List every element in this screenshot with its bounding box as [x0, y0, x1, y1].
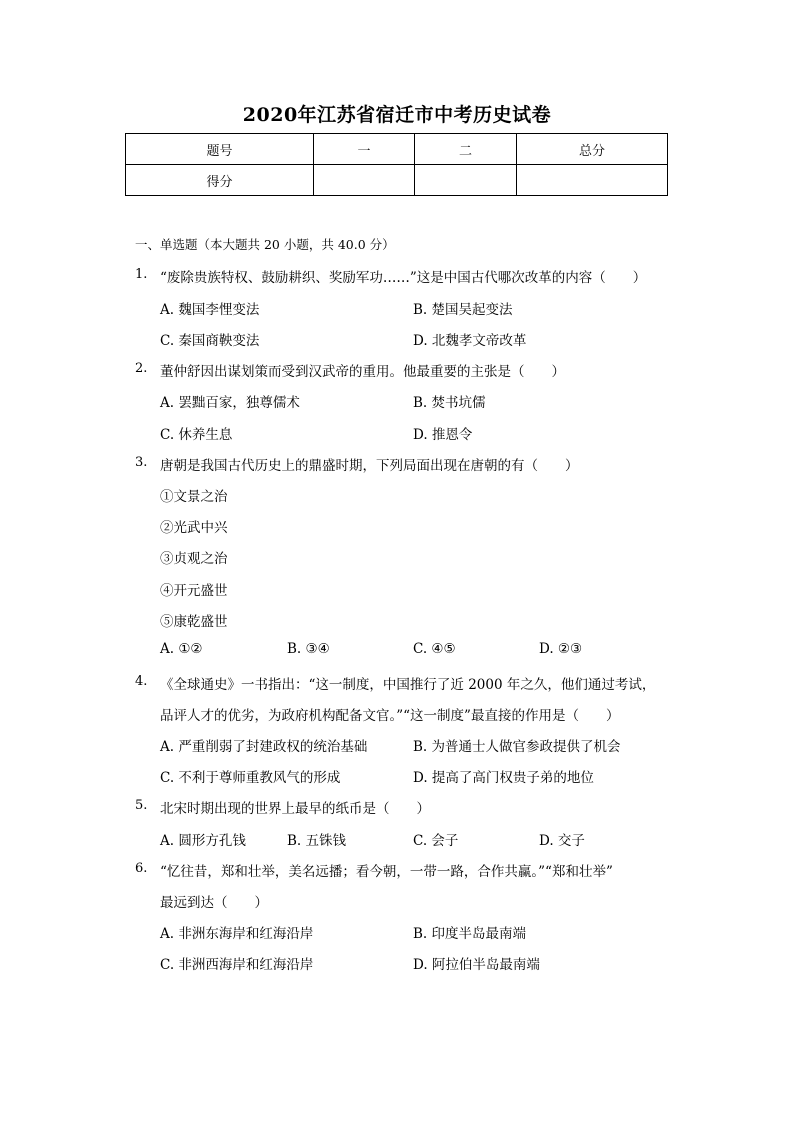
option-c[interactable]: C. 会子	[413, 833, 459, 849]
question-stem: 董仲舒因出谋划策而受到汉武帝的重用。他最重要的主张是（ ）	[160, 364, 565, 380]
option-d[interactable]: D. 提高了高门权贵子弟的地位	[413, 770, 594, 786]
score-cell[interactable]	[517, 165, 668, 196]
option-b[interactable]: B. 为普通士人做官参政提供了机会	[413, 739, 621, 755]
option-a[interactable]: A. ①②	[160, 641, 203, 657]
question-stem: 北宋时期出现的世界上最早的纸币是（ ）	[160, 801, 430, 817]
option-b[interactable]: B. 印度半岛最南端	[413, 926, 527, 942]
option-c[interactable]: C. 秦国商鞅变法	[160, 333, 260, 349]
section-heading-text: 一、单选题（本大题共 20 小题，共 40.0 分）	[135, 237, 395, 252]
score-header-cell: 题号	[126, 134, 314, 165]
option-c[interactable]: C. ④⑤	[413, 641, 456, 657]
option-a[interactable]: A. 非洲东海岸和红海沿岸	[160, 926, 314, 942]
question-number: 4.	[135, 674, 148, 689]
option-c[interactable]: C. 休养生息	[160, 427, 233, 443]
option-d[interactable]: D. ②③	[539, 641, 583, 657]
option-c[interactable]: C. 不利于尊师重教风气的形成	[160, 770, 341, 786]
score-header-cell: 二	[415, 134, 517, 165]
question-stem-line-2: 品评人才的优劣，为政府机构配备文官。”“这一制度”最直接的作用是（ ）	[160, 708, 620, 724]
score-row-label: 得分	[126, 165, 314, 196]
question-stem-line-1: 《全球通史》一书指出：“这一制度，中国推行了近 2000 年之久，他们通过考试，	[160, 677, 656, 693]
question-number: 1.	[135, 267, 148, 282]
section-heading	[135, 235, 395, 253]
option-b[interactable]: B. 焚书坑儒	[413, 395, 486, 411]
question-number: 6.	[135, 861, 148, 876]
page-title: 2020年江苏省宿迁市中考历史试卷	[242, 104, 552, 126]
question-number: 5.	[135, 798, 148, 813]
score-header-cell: 一	[314, 134, 415, 165]
option-b[interactable]: B. ③④	[287, 641, 330, 657]
score-table	[125, 133, 668, 196]
option-b[interactable]: B. 五铢钱	[287, 833, 347, 849]
option-d[interactable]: D. 推恩令	[413, 427, 473, 443]
option-a[interactable]: A. 圆形方孔钱	[160, 833, 246, 849]
question-stem: “废除贵族特权、鼓励耕织、奖励军功……”这是中国古代哪次改革的内容（ ）	[160, 270, 647, 286]
question-number: 3.	[135, 455, 148, 470]
score-cell[interactable]	[314, 165, 415, 196]
statement-item: ③贞观之治	[160, 551, 228, 567]
option-a[interactable]: A. 魏国李悝变法	[160, 302, 260, 318]
score-table-row	[126, 165, 668, 196]
statement-item: ②光武中兴	[160, 520, 228, 536]
question-stem: 唐朝是我国古代历史上的鼎盛时期，下列局面出现在唐朝的有（ ）	[160, 458, 579, 474]
option-d[interactable]: D. 阿拉伯半岛最南端	[413, 957, 540, 973]
statement-item: ④开元盛世	[160, 583, 228, 599]
option-d[interactable]: D. 交子	[539, 833, 585, 849]
option-c[interactable]: C. 非洲西海岸和红海沿岸	[160, 957, 314, 973]
question-number: 2.	[135, 361, 148, 376]
score-cell[interactable]	[415, 165, 517, 196]
score-header-cell: 总分	[517, 134, 668, 165]
option-d[interactable]: D. 北魏孝文帝改革	[413, 333, 527, 349]
statement-item: ⑤康乾盛世	[160, 614, 228, 630]
question-stem-line-1: “忆往昔，郑和壮举，美名远播；看今朝，一带一路，合作共赢。”“郑和壮举”	[160, 864, 613, 880]
option-a[interactable]: A. 严重削弱了封建政权的统治基础	[160, 739, 368, 755]
option-b[interactable]: B. 楚国吴起变法	[413, 302, 513, 318]
score-table-header-row	[126, 134, 668, 165]
question-stem-line-2: 最远到达（ ）	[160, 895, 268, 911]
statement-item: ①文景之治	[160, 489, 228, 505]
option-a[interactable]: A. 罢黜百家，独尊儒术	[160, 395, 300, 411]
